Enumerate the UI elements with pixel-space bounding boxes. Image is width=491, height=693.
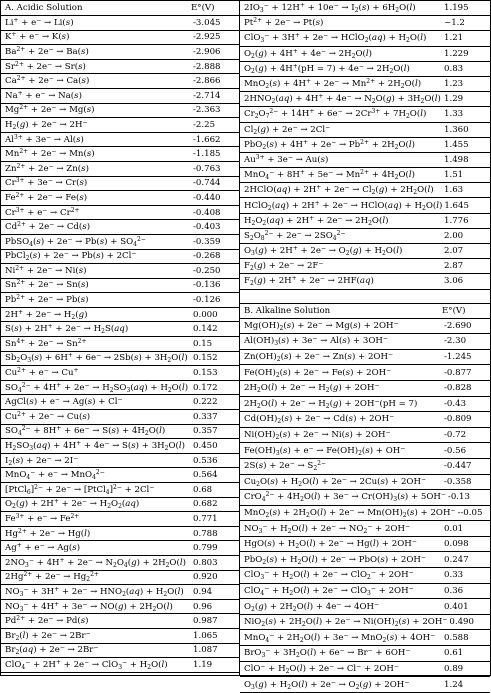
alkaline-potential: -0.828: [444, 383, 472, 394]
alkaline-reaction: $Al(OH)_3(s) + 3e^- \to Al(s) + 3OH^-$: [244, 335, 388, 348]
acidic-cont-row: [240, 47, 490, 62]
acidic-reaction: $Pb^{2+} + 2e^- \to Pb(s)$: [5, 294, 89, 306]
acidic-potential: 0.682: [193, 499, 218, 510]
acidic-cont-reaction: $F_2(g) + 2H^+ + 2e^- \to 2HF(aq)$: [244, 275, 374, 288]
acidic-cont-reaction: $O_3(g) + 2H^+ + 2e^- \to O_2(g) + H_2O(l)$: [244, 245, 403, 258]
acidic-row: [1, 220, 239, 235]
alkaline-reaction: $Ni(OH)_2(s) + 2e^- \to Ni(s) + 2OH^-$: [244, 429, 391, 442]
acidic-cont-potential: 3.06: [444, 276, 464, 287]
alkaline-reaction: $ClO_4^- + H_2O(l) + 2e^- \to ClO_3^- + 2OH^-$: [244, 584, 414, 597]
acidic-row: [1, 381, 239, 396]
acidic-reaction: $O_2(g) + 2H^+ + 2e^- \to H_2O_2(aq)$: [5, 498, 140, 511]
acidic-reaction: $Sr^{2+} + 2e^- \to Sr(s)$: [5, 60, 86, 72]
acidic-row: [1, 468, 239, 483]
alkaline-reaction: $Cu_2O(s) + H_2O(l) + 2e^- \to 2Cu(s) + 2OH^-$: [244, 475, 426, 488]
acidic-cont-reaction: $O_2(g) + 4H^+ + 4e^- \to 2H_2O(l)$: [244, 47, 372, 60]
acidic-cont-potential: 2.00: [444, 230, 464, 241]
acidic-potential: -0.408: [193, 207, 221, 218]
alkaline-row: [240, 365, 490, 381]
alkaline-row: [240, 599, 490, 615]
alkaline-potential: 0.61: [444, 648, 464, 659]
alkaline-row: [240, 319, 490, 335]
alkaline-reaction: $2H_2O(l) + 2e^- \to H_2(g) + 2OH^-$: [244, 382, 380, 395]
acidic-reaction: $2NO_3^- + 4H^+ + 2e^- \to N_2O_4(g) + 2H_2O(l)$: [5, 556, 186, 569]
alkaline-reaction: $CrO_4^{2-} + 4H_2O(l) + 3e^- \to Cr(OH)_3(s) + 5OH^-$: [244, 491, 446, 504]
alkaline-potential: -1.245: [444, 352, 472, 363]
acidic-row: [1, 250, 239, 265]
acidic-row: [1, 483, 239, 498]
acidic-potential: -0.403: [193, 222, 221, 233]
acidic-cont-row: [240, 16, 490, 31]
acidic-cont-potential: 1.51: [444, 170, 464, 181]
alkaline-row: [240, 646, 490, 662]
acidic-header: [1, 1, 239, 16]
acidic-potential: 0.222: [193, 397, 218, 408]
acidic-potential: 0.68: [193, 484, 213, 495]
acidic-reaction: Ag+ + e− → Ag(s): [5, 542, 81, 554]
alkaline-row: [240, 506, 490, 522]
acidic-row: [1, 89, 239, 104]
alkaline-reaction: $BrO_3^- + 3H_2O(l) + 6e^- \to Br^- + 6OH^-$: [244, 647, 411, 660]
acidic-row: [1, 614, 239, 629]
alkaline-potential: 0.247: [444, 554, 469, 565]
alkaline-potential: 0.89: [444, 663, 464, 674]
acidic-reaction: $NO_3^- + 3H^+ + 2e^- \to HNO_2(aq) + H_2O(l)$: [5, 585, 184, 598]
acidic-cont-potential: 1.33: [444, 109, 464, 120]
alkaline-reaction: $NiO_2(s) + 2H_2O(l) + 2e^- \to Ni(OH)_2(s) + 2OH^-$: [244, 616, 448, 629]
acidic-potential: 0.357: [193, 426, 218, 437]
acidic-row: [1, 322, 239, 337]
acidic-reaction: $Br_2(aq) + 2e^- \to 2Br^-$: [5, 644, 99, 657]
acidic-potential: -1.662: [193, 134, 221, 145]
alkaline-potential: -0.358: [444, 476, 472, 487]
acidic-reaction: $S(s) + 2H^+ + 2e^- \to H_2S(aq)$: [5, 323, 129, 336]
alkaline-row: [240, 677, 490, 693]
acidic-potential: 0.337: [193, 411, 218, 422]
acidic-reaction: $Cr^{3+} + 3e^- \to Cr(s)$: [5, 177, 88, 189]
acidic-reaction: PbCl$_2$(s) + 2e− → Pb(s) + 2Cl−: [5, 250, 137, 263]
alkaline-potential: 0.401: [444, 601, 469, 612]
acidic-potential: 1.19: [193, 659, 213, 670]
acidic-row: [1, 600, 239, 615]
acidic-row: [1, 425, 239, 440]
alkaline-row: [240, 490, 490, 506]
acidic-cont-row: [240, 244, 490, 259]
acidic-cont-reaction: $F_2(g) + 2e^- \to 2F^-$: [244, 260, 324, 273]
alkaline-row: [240, 521, 490, 537]
acidic-cont-reaction: ClO$_3$− + 3H+ + 2e− → HClO$_2$(aq) + $H_2O(l)$: [244, 32, 427, 45]
acidic-row: [1, 541, 239, 556]
acidic-potential: 0.803: [193, 557, 218, 568]
acidic-row: [1, 162, 239, 177]
section-spacer: [240, 290, 490, 304]
acidic-cont-reaction: $Au^{3+} + 3e^- \to Au(s)$: [244, 153, 329, 165]
acidic-potential: -0.440: [193, 192, 221, 203]
acidic-potential: -2.866: [193, 76, 221, 87]
acidic-cont-potential: 1.645: [444, 200, 469, 211]
acidic-cont-row: [240, 198, 490, 213]
acidic-potential: -0.136: [193, 280, 221, 291]
acidic-row: [1, 454, 239, 469]
acidic-cont-potential: 1.63: [444, 185, 464, 196]
acidic-potential: -2.714: [193, 90, 221, 101]
acidic-title: A. Acidic Solution: [5, 3, 83, 13]
acidic-reaction: $SO_4^{2-} + 8H^+ + 6e^- \to S(s) + 4H_2O(l)$: [5, 425, 166, 438]
alkaline-row: [240, 334, 490, 350]
alkaline-reaction: $ClO^- + H_2O(l) + 2e^- \to Cl^- + 2OH^-$: [244, 662, 399, 675]
acidic-reaction: $Sn^{2+} + 2e^- \to Sn(s)$: [5, 279, 89, 291]
acidic-cont-potential: 1.29: [444, 94, 464, 105]
alkaline-potential: -2.30: [444, 336, 467, 347]
acidic-cont-potential: 2.07: [444, 246, 464, 257]
acidic-cont-reaction: $Cl_2(g) + 2e^- \to 2Cl^-$: [244, 123, 331, 136]
acidic-potential: -3.045: [193, 17, 221, 28]
acidic-potential: -0.763: [193, 163, 221, 174]
alkaline-reaction: $O_2(g) + 2H_2O(l) + 4e^- \to 4OH^-$: [244, 600, 380, 613]
acidic-reaction: $Fe^{3+} + e^- \to Fe^{2+}$: [5, 512, 80, 524]
acidic-cont-reaction: $PbO_2(s) + 4H^+ + 2e^- \to Pb^{2+} + 2H_2O(l)$: [244, 138, 416, 151]
acidic-reaction: AgCl(s) + e− → Ag(s) + Cl−: [5, 396, 123, 408]
acidic-reaction: $Hg^{2+} + 2e^- \to Hg(l)$: [5, 527, 91, 539]
acidic-reaction: $Pd^{2+} + 2e^- \to Pd(s)$: [5, 615, 89, 627]
acidic-cont-potential: ~1.2: [444, 18, 465, 29]
acidic-cont-reaction: $O_2(g) + 4H^+(pH = 7) + 4e^- \to 2H_2O(l)$: [244, 62, 410, 75]
alkaline-reaction: $O_3(g) + H_2O(l) + 2e^- \to O_2(g) + 2OH^-$: [244, 678, 410, 691]
acidic-cont-row: [240, 274, 490, 289]
alkaline-rows: [240, 319, 490, 693]
acidic-row: [1, 439, 239, 454]
alkaline-potential: -0.447: [444, 461, 472, 472]
alkaline-potential: 0.098: [444, 539, 469, 550]
acidic-reaction: Na+ + e− → Na(s): [5, 89, 82, 101]
acidic-cont-reaction: HClO$_2$(aq) + 2H+ + 2e− → HClO(aq) + $H_2O(l)$: [244, 199, 443, 212]
acidic-cont-row: [240, 107, 490, 122]
acidic-potential: -0.126: [193, 295, 221, 306]
acidic-potential: 0.153: [193, 368, 218, 379]
acidic-potential: 0.15: [193, 338, 213, 349]
acidic-reaction: MnO$_4$− + e− → MnO$_4^{2-}$: [5, 469, 105, 482]
acidic-cont-potential: 1.21: [444, 33, 464, 44]
acidic-reaction: $Sn^{4+} + 2e^- \to Sn^{2+}$: [5, 337, 87, 349]
acidic-cont-potential: 1.360: [444, 124, 469, 135]
alkaline-row: [240, 568, 490, 584]
acidic-cont-reaction: $MnO_2(s) + 4H^+ + 2e^- \to Mn^{2+} + 2H_2O(l)$: [244, 78, 422, 91]
alkaline-potential: 0.490: [449, 617, 474, 628]
acidic-potential: -0.268: [193, 251, 221, 262]
acidic-row: [1, 74, 239, 89]
acidic-cont-row: [240, 62, 490, 77]
acidic-reaction: Li+ + e− → Li(s): [5, 16, 74, 28]
alkaline-row: [240, 443, 490, 459]
acidic-cont-reaction: $Pt^{2+} + 2e^- \to Pt(s)$: [244, 17, 324, 29]
acidic-cont-reaction: $S_2O_8^{2-} + 2e^- \to 2SO_4^{2-}$: [244, 229, 346, 242]
alkaline-reaction: $ClO_3^- + H_2O(l) + 2e^- \to ClO_2^- + 2OH^-$: [244, 569, 414, 582]
alkaline-row: [240, 537, 490, 553]
acidic-potential: -2.906: [193, 46, 221, 57]
acidic-reaction: $ClO_4^- + 2H^+ + 2e^- \to ClO_3^- + H_2O(l)$: [5, 658, 168, 671]
acidic-reaction: $2H^+ + 2e^- \to H_2(g)$: [5, 308, 88, 321]
acidic-potential: 0.000: [193, 309, 218, 320]
acidic-cont-reaction: $Cr_2O_7^{2-} + 14H^+ + 6e^- \to 2Cr^{3+} + 7H_2O(l)$: [244, 108, 427, 121]
alkaline-row: [240, 662, 490, 678]
acidic-row: [1, 571, 239, 586]
acidic-reaction: $Zn^{2+} + 2e^- \to Zn(s)$: [5, 162, 89, 174]
alkaline-potential: -0.56: [444, 445, 467, 456]
acidic-reaction: $Sb_2O_3(s) + 6H^+ + 6e^- \to 2Sb(s) + 3H_2O(l)$: [5, 352, 188, 365]
alkaline-row: [240, 412, 490, 428]
alkaline-reaction: $Cd(OH)_2(s) + 2e^- \to Cd(s) + 2OH^-$: [244, 413, 395, 426]
acidic-row: [1, 45, 239, 60]
acidic-e-header: E°(V): [191, 3, 215, 13]
acidic-potential: 0.771: [193, 513, 218, 524]
acidic-continued-rows: [240, 1, 490, 290]
acidic-potential: 0.536: [193, 455, 218, 466]
acidic-cont-row: [240, 183, 490, 198]
alkaline-potential: 1.24: [444, 679, 464, 690]
acidic-reaction: $I_2(s) + 2e^- \to 2I^-$: [5, 454, 79, 467]
acidic-reaction: PbSO$_4$(s) + $2e^- \to Pb(s) + SO_4^{2-}$: [5, 235, 146, 248]
acidic-cont-row: [240, 168, 490, 183]
acidic-potential: 0.152: [193, 353, 218, 364]
alkaline-potential: -0.877: [444, 367, 472, 378]
acidic-cont-row: [240, 259, 490, 274]
acidic-row: [1, 629, 239, 644]
acidic-cont-row: [240, 214, 490, 229]
alkaline-row: [240, 428, 490, 444]
acidic-column: [1, 1, 240, 675]
acidic-row: [1, 556, 239, 571]
alkaline-potential: -2.690: [444, 320, 472, 331]
acidic-potential: 0.96: [193, 601, 213, 612]
acidic-row: [1, 264, 239, 279]
acidic-cont-row: [240, 138, 490, 153]
acidic-potential: 1.065: [193, 630, 218, 641]
acidic-reaction: $Ca^{2+} + 2e^- \to Ca(s)$: [5, 75, 90, 87]
acidic-cont-reaction: $H_2O_2(aq) + 2H^+ + 2e^- \to 2H_2O(l)$: [244, 214, 389, 227]
acidic-row: [1, 60, 239, 75]
acidic-row: [1, 177, 239, 192]
acidic-row: [1, 133, 239, 148]
alkaline-reaction: $Fe(OH)_2(s) + 2e^- \to Fe(s) + 2OH^-$: [244, 366, 392, 379]
acidic-potential: -1.185: [193, 149, 221, 160]
acidic-reaction: $Al^{3+} + 3e^- \to Al(s)$: [5, 133, 84, 145]
acidic-potential: -0.359: [193, 236, 221, 247]
acidic-row: [1, 104, 239, 119]
acidic-row: [1, 147, 239, 162]
acidic-potential: 0.172: [193, 382, 218, 393]
alkaline-row: [240, 459, 490, 475]
acidic-reaction: $Ni^{2+} + 2e^- \to Ni(s)$: [5, 264, 87, 276]
acidic-potential: -2.888: [193, 61, 221, 72]
acidic-row: [1, 658, 239, 673]
acidic-row: [1, 235, 239, 250]
acidic-reaction: $NO_3^- + 4H^+ + 3e^- \to NO(g) + 2H_2O(l)$: [5, 600, 173, 613]
acidic-reaction: K+ + e− → K(s): [5, 31, 70, 43]
acidic-potential: 0.450: [193, 441, 218, 452]
acidic-reaction: $H_2(g) + 2e^- \to 2H^-$: [5, 118, 88, 131]
alkaline-e-header: E°(V): [442, 305, 466, 316]
acidic-cont-potential: 1.776: [444, 215, 469, 226]
acidic-potential: -0.250: [193, 265, 221, 276]
acidic-potential: 0.987: [193, 616, 218, 627]
alkaline-row: [240, 584, 490, 600]
alkaline-reaction: $NO_3^- + H_2O(l) + 2e^- \to NO_2^- + 2OH^-$: [244, 522, 410, 535]
acidic-cont-row: [240, 77, 490, 92]
alkaline-reaction: $PbO_2(s) + H_2O(l) + 2e^- \to PbO(s) + 2OH^-$: [244, 553, 426, 566]
acidic-potential: -0.744: [193, 178, 221, 189]
acidic-potential: 0.788: [193, 528, 218, 539]
alkaline-potential: -0.72: [444, 430, 467, 441]
alkaline-row: [240, 552, 490, 568]
acidic-row: [1, 191, 239, 206]
acidic-row: [1, 527, 239, 542]
alkaline-potential: --0.05: [457, 507, 483, 518]
acidic-cont-potential: 1.195: [444, 3, 469, 14]
alkaline-potential: 0.01: [444, 523, 464, 534]
acidic-reaction: [PtCl$_6$]$^{2-}$ + 2e− → [PtCl$_4$]$^{2-}$ + 2Cl−: [5, 483, 155, 496]
acidic-cont-row: [240, 153, 490, 168]
acidic-row: [1, 337, 239, 352]
acidic-row: [1, 308, 239, 323]
alkaline-reaction: $2H_2O(l) + 2e^- \to H_2(g) + 2OH^-(pH = 7)$: [244, 397, 418, 410]
acidic-reaction: $2Hg^{2+} + 2e^- \to Hg_2^{2+}$: [5, 571, 99, 584]
acidic-potential: -2.925: [193, 32, 221, 43]
acidic-cont-row: [240, 229, 490, 244]
acidic-row: [1, 644, 239, 659]
acidic-row: [1, 512, 239, 527]
acidic-cont-reaction: 2HClO(aq) + $2H^+ + 2e^- \to Cl_2(g) + 2H_2O(l)$: [244, 184, 434, 197]
acidic-rows: [1, 16, 239, 673]
acidic-row: [1, 279, 239, 294]
acidic-row: [1, 395, 239, 410]
acidic-row: [1, 293, 239, 308]
alkaline-reaction: $Zn(OH)_2(s) + 2e^- \to Zn(s) + 2OH^-$: [244, 351, 393, 364]
alkaline-reaction: $MnO_2(s) + 2H_2O(l) + 2e^- \to Mn(OH)_2(s) + 2OH^-$: [244, 506, 456, 519]
acidic-cont-potential: 2.87: [444, 261, 464, 272]
acidic-reaction: $Fe^{2+} + 2e^- \to Fe(s)$: [5, 191, 88, 203]
acidic-row: [1, 352, 239, 367]
right-column: [240, 1, 490, 691]
acidic-potential: -2.25: [193, 119, 216, 130]
acidic-reaction: $H_2SO_3(aq) + 4H^+ + 4e^- \to S(s) + 3H_2O(l)$: [5, 440, 185, 453]
alkaline-row: [240, 397, 490, 413]
acidic-reaction: $Cr^{3+} + e^- \to Cr^{2+}$: [5, 206, 80, 218]
acidic-potential: 1.087: [193, 645, 218, 656]
alkaline-row: [240, 630, 490, 646]
alkaline-reaction: $Fe(OH)_3(s) + e^- \to Fe(OH)_2(s) + OH^-$: [244, 444, 406, 457]
acidic-reaction: $Ba^{2+} + 2e^- \to Ba(s)$: [5, 45, 89, 57]
acidic-potential: -2.363: [193, 105, 221, 116]
acidic-cont-potential: 0.83: [444, 63, 464, 74]
acidic-cont-row: [240, 31, 490, 46]
acidic-potential: 0.564: [193, 470, 218, 481]
alkaline-potential: 0.33: [444, 570, 464, 581]
acidic-potential: 0.94: [193, 586, 213, 597]
alkaline-row: [240, 475, 490, 491]
acidic-potential: 0.142: [193, 324, 218, 335]
acidic-row: [1, 118, 239, 133]
acidic-cont-row: [240, 123, 490, 138]
alkaline-row: [240, 350, 490, 366]
acidic-cont-potential: 1.455: [444, 139, 469, 150]
alkaline-row: [240, 381, 490, 397]
alkaline-potential: -0.809: [444, 414, 472, 425]
acidic-reaction: $Cu^{2+} + 2e^- \to Cu(s)$: [5, 410, 91, 422]
acidic-potential: 0.920: [193, 572, 218, 583]
alkaline-title: B. Alkaline Solution: [244, 305, 331, 316]
acidic-cont-reaction: $2IO_3^- + 12H^+ + 10e^- \to I_2(s) + 6H_2O(l)$: [244, 2, 416, 15]
acidic-reaction: $Cd^{2+} + 2e^- \to Cd(s)$: [5, 221, 91, 233]
acidic-row: [1, 366, 239, 381]
acidic-reaction: $SO_4^{2-} + 4H^+ + 2e^- \to H_2SO_3(aq) + H_2O(l)$: [5, 381, 189, 394]
alkaline-potential: 0.588: [444, 632, 469, 643]
alkaline-potential: -0.13: [447, 492, 470, 503]
acidic-cont-row: [240, 92, 490, 107]
acidic-potential: 0.799: [193, 543, 218, 554]
alkaline-reaction: $MnO_4^- + 2H_2O(l) + 3e^- \to MnO_2(s) + 4OH^-$: [244, 631, 436, 644]
acidic-reaction: $Mg^{2+} + 2e^- \to Mg(s)$: [5, 104, 95, 116]
acidic-cont-reaction: $2HNO_2(aq) + 4H^+ + 4e^- \to N_2O(g) + 3H_2O(l)$: [244, 93, 441, 106]
alkaline-header: [240, 304, 490, 319]
acidic-cont-potential: 1.23: [444, 79, 464, 90]
acidic-row: [1, 31, 239, 46]
acidic-row: [1, 585, 239, 600]
acidic-reaction: $Mn^{2+} + 2e^- \to Mn(s)$: [5, 148, 95, 160]
alkaline-reaction: $2S(s) + 2e^- \to S_2^{2-}$: [244, 460, 326, 473]
acidic-row: [1, 206, 239, 221]
acidic-cont-potential: 1.229: [444, 48, 469, 59]
acidic-row: [1, 498, 239, 513]
acidic-cont-potential: 1.498: [444, 154, 469, 165]
alkaline-reaction: $Mg(OH)_2(s) + 2e^- \to Mg(s) + 2OH^-$: [244, 319, 399, 332]
acidic-row: [1, 410, 239, 425]
acidic-reaction: $Cu^{2+} + e^- \to Cu^+$: [5, 367, 79, 379]
alkaline-potential: 0.36: [444, 585, 464, 596]
alkaline-reaction: $HgO(s) + H_2O(l) + 2e^- \to Hg(l) + 2OH^-$: [244, 538, 417, 551]
alkaline-row: [240, 615, 490, 631]
acidic-reaction: $Br_2(l) + 2e^- \to 2Br^-$: [5, 629, 91, 642]
acidic-cont-row: [240, 1, 490, 16]
acidic-row: [1, 16, 239, 31]
alkaline-potential: -0.43: [444, 398, 467, 409]
acidic-cont-reaction: $MnO_4^- + 8H^+ + 5e^- \to Mn^{2+} + 4H_2O(l)$: [244, 169, 416, 182]
